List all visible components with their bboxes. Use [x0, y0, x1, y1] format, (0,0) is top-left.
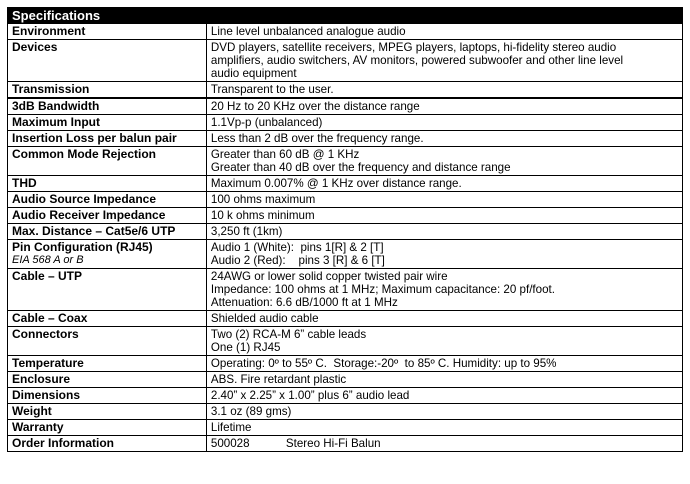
row-value: [206, 98, 682, 115]
row-label: Order Information: [8, 436, 207, 452]
row-value: [206, 327, 682, 356]
value-line: Less than 2 dB over the frequency range.: [210, 132, 424, 145]
row-label: [8, 240, 207, 269]
table-row: [8, 420, 683, 436]
row-value: [206, 356, 682, 372]
table-row: [8, 40, 683, 82]
row-value: [206, 82, 682, 99]
row-value: [206, 40, 682, 82]
value-line: DVD players, satellite receivers, MPEG players, laptops, hi-fidelity stereo audio: [210, 41, 617, 54]
table-row: [8, 224, 683, 240]
row-sublabel: EIA 568 A or B: [12, 254, 84, 266]
row-value: [206, 372, 682, 388]
row-label: Transmission: [8, 82, 207, 99]
order-code: 500028: [210, 437, 250, 450]
row-value: [206, 311, 682, 327]
specifications-table: [7, 7, 683, 452]
row-label: 3dB Bandwidth: [8, 98, 207, 115]
spec-sheet: [7, 7, 683, 452]
value-line: 24AWG or lower solid copper twisted pair wire: [210, 270, 448, 283]
value-line: Greater than 40 dB over the frequency and distance range: [210, 161, 511, 174]
row-label: Dimensions: [8, 388, 207, 404]
row-value: [206, 24, 682, 40]
table-title: Specifications: [8, 8, 683, 24]
order-description: Stereo Hi-Fi Balun: [285, 437, 381, 450]
value-line: 20 Hz to 20 KHz over the distance range: [210, 100, 420, 113]
row-value: [206, 176, 682, 192]
row-label: THD: [8, 176, 207, 192]
value-line: Lifetime: [210, 421, 252, 434]
row-label: Max. Distance – Cat5e/6 UTP: [8, 224, 207, 240]
value-line: ABS. Fire retardant plastic: [210, 373, 347, 386]
table-header-row: [8, 8, 683, 24]
table-row: [8, 24, 683, 40]
row-label: Connectors: [8, 327, 207, 356]
value-line: Audio 2 (Red): pins 3 [R] & 6 [T]: [210, 254, 385, 267]
table-row: [8, 208, 683, 224]
value-line: 2.40” x 2.25” x 1.00” plus 6” audio lead: [210, 389, 410, 402]
value-line: One (1) RJ45: [210, 341, 281, 354]
table-row: [8, 327, 683, 356]
row-label: Common Mode Rejection: [8, 147, 207, 176]
table-row: [8, 269, 683, 311]
row-value: [206, 208, 682, 224]
row-value: [206, 147, 682, 176]
row-label: Maximum Input: [8, 115, 207, 131]
row-label: Environment: [8, 24, 207, 40]
value-line: Impedance: 100 ohms at 1 MHz; Maximum capacitance: 20 pf/foot.: [210, 283, 555, 296]
value-line: Audio 1 (White): pins 1[R] & 2 [T]: [210, 241, 384, 254]
row-label: Weight: [8, 404, 207, 420]
table-row: [8, 98, 683, 115]
row-label: Devices: [8, 40, 207, 82]
row-value: [206, 192, 682, 208]
table-row: [8, 388, 683, 404]
row-value: [206, 224, 682, 240]
row-label: Audio Receiver Impedance: [8, 208, 207, 224]
table-row: [8, 404, 683, 420]
value-line: 100 ohms maximum: [210, 193, 316, 206]
value-line: 3.1 oz (89 gms): [210, 405, 292, 418]
row-value: [206, 115, 682, 131]
row-value: [206, 388, 682, 404]
value-line: Two (2) RCA-M 6” cable leads: [210, 328, 367, 341]
value-line: Transparent to the user.: [210, 83, 334, 96]
value-line: 10 k ohms minimum: [210, 209, 315, 222]
row-label: Audio Source Impedance: [8, 192, 207, 208]
row-label: Cable – Coax: [8, 311, 207, 327]
row-value: [206, 240, 682, 269]
value-line: audio equipment: [210, 67, 297, 80]
table-row: [8, 147, 683, 176]
value-line: amplifiers, audio switchers, AV monitors, powered subwoofer and other line level: [210, 54, 624, 67]
table-row: [8, 131, 683, 147]
table-row: [8, 115, 683, 131]
value-line: Attenuation: 6.6 dB/1000 ft at 1 MHz: [210, 296, 398, 309]
row-value: [206, 436, 682, 452]
row-value: [206, 404, 682, 420]
row-value: [206, 269, 682, 311]
row-label: Temperature: [8, 356, 207, 372]
table-row: [8, 192, 683, 208]
value-line: 3,250 ft (1km): [210, 225, 283, 238]
row-label: Warranty: [8, 420, 207, 436]
value-line: Operating: 0º to 55º C. Storage:-20º to 85º C. Humidity: up to 95%: [210, 357, 557, 370]
row-value: [206, 420, 682, 436]
value-line: 1.1Vp-p (unbalanced): [210, 116, 323, 129]
table-row: [8, 82, 683, 99]
value-line: Maximum 0.007% @ 1 KHz over distance range.: [210, 177, 462, 190]
value-line: Shielded audio cable: [210, 312, 319, 325]
table-row: [8, 176, 683, 192]
value-line: Greater than 60 dB @ 1 KHz: [210, 148, 360, 161]
row-label: Enclosure: [8, 372, 207, 388]
value-line: Line level unbalanced analogue audio: [210, 25, 406, 38]
table-row: [8, 356, 683, 372]
table-row: [8, 436, 683, 452]
row-label: Insertion Loss per balun pair: [8, 131, 207, 147]
table-row: [8, 240, 683, 269]
row-label-text: Pin Configuration (RJ45): [12, 240, 153, 254]
table-row: [8, 372, 683, 388]
row-value: [206, 131, 682, 147]
row-label: Cable – UTP: [8, 269, 207, 311]
table-row: [8, 311, 683, 327]
